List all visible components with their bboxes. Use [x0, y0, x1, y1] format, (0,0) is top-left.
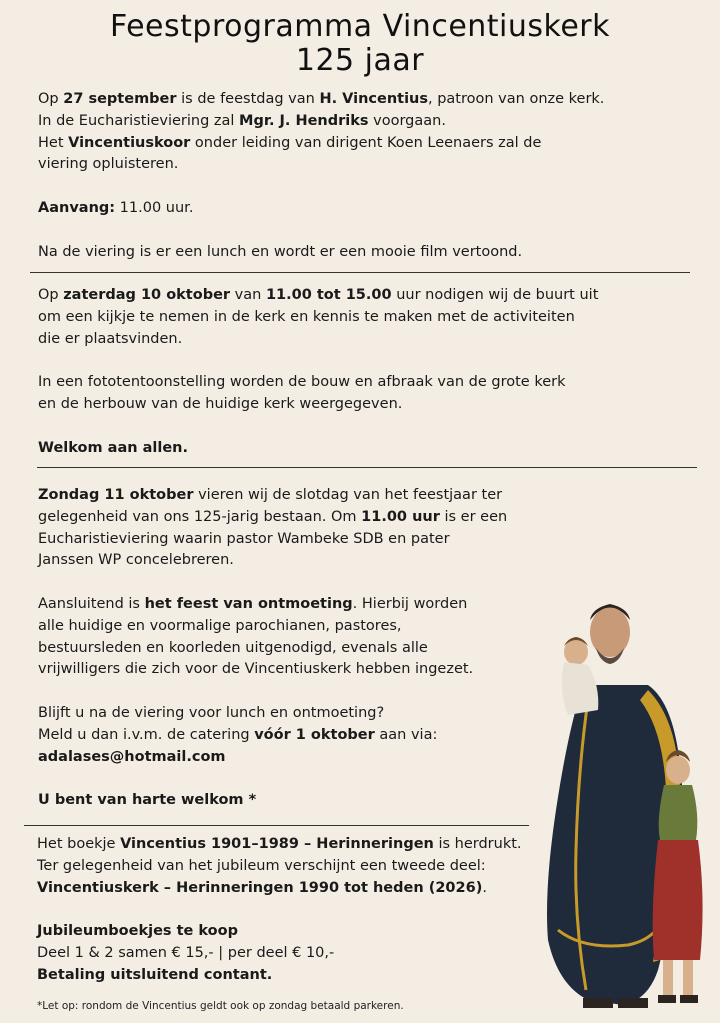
paragraph: Het Vincentiuskoor onder leiding van dirigent Koen Leenaers zal de	[38, 134, 542, 151]
sale-title: Jubileumboekjes te koop	[37, 923, 238, 940]
section-sunday	[38, 485, 507, 812]
paragraph: bestuursleden en koorleden uitgenodigd, evenals alle	[38, 639, 428, 656]
paragraph: gelegenheid van ons 125-jarig bestaan. Om 11.00 uur is er een	[38, 508, 508, 525]
paragraph: Janssen WP concelebreren.	[38, 552, 234, 569]
paragraph: vrijwilligers die zich voor de Vincentiuskerk hebben ingezet.	[38, 661, 474, 678]
paragraph: die er plaatsvinden.	[38, 330, 183, 347]
welcome-text: U bent van harte welkom *	[38, 792, 257, 809]
divider	[30, 272, 690, 273]
section-saturday	[38, 285, 598, 459]
start-time: Aanvang: 11.00 uur.	[38, 199, 194, 216]
paragraph: alle huidige en voormalige parochianen, pastores,	[38, 617, 402, 634]
paragraph: Het boekje Vincentius 1901–1989 – Herinneringen is herdrukt.	[37, 836, 522, 852]
paragraph: en de herbouw van de huidige kerk weergegeven.	[38, 395, 403, 412]
welcome-text: Welkom aan allen.	[38, 439, 188, 456]
email-address[interactable]: adalases@hotmail.com	[38, 748, 226, 765]
section-feastday	[38, 89, 604, 263]
paragraph: om een kijkje te nemen in de kerk en kennis te maken met de activiteiten	[38, 308, 575, 325]
sale-payment: Betaling uitsluitend contant.	[37, 966, 273, 983]
paragraph: viering opluisteren.	[38, 156, 179, 173]
paragraph: Blijft u na de viering voor lunch en ontmoeting?	[38, 704, 385, 721]
page-title	[0, 10, 720, 78]
paragraph: Aansluitend is het feest van ontmoeting. Hierbij worden	[38, 595, 468, 612]
statue-image	[528, 590, 714, 1020]
paragraph: Vincentiuskerk – Herinneringen 1990 tot heden (2026).	[37, 879, 487, 896]
paragraph: Op 27 september is de feestdag van H. Vincentius, patroon van onze kerk.	[38, 91, 605, 107]
paragraph: In de Eucharistieviering zal Mgr. J. Hendriks voorgaan.	[38, 112, 446, 129]
paragraph: Meld u dan i.v.m. de catering vóór 1 oktober aan via:	[38, 726, 438, 743]
section-booklets	[37, 834, 522, 987]
paragraph: Na de viering is er een lunch en wordt er een mooie film vertoond.	[38, 243, 523, 260]
sale-price: Deel 1 & 2 samen € 15,- | per deel € 10,-	[37, 944, 335, 961]
paragraph: Eucharistieviering waarin pastor Wambeke SDB en pater	[38, 530, 450, 547]
title-line-2: 125 jaar	[295, 43, 425, 78]
divider	[24, 825, 529, 826]
title-line-1: Feestprogramma Vincentiuskerk	[109, 9, 610, 44]
divider	[37, 467, 697, 468]
paragraph: Zondag 11 oktober vieren wij de slotdag van het feestjaar ter	[38, 487, 503, 503]
paragraph: In een fototentoonstelling worden de bouw en afbraak van de grote kerk	[38, 374, 566, 391]
paragraph: Ter gelegenheid van het jubileum verschijnt een tweede deel:	[37, 857, 486, 874]
paragraph: Op zaterdag 10 oktober van 11.00 tot 15.00 uur nodigen wij de buurt uit	[38, 287, 599, 303]
footnote: *Let op: rondom de Vincentius geldt ook op zondag betaald parkeren.	[37, 1000, 404, 1012]
